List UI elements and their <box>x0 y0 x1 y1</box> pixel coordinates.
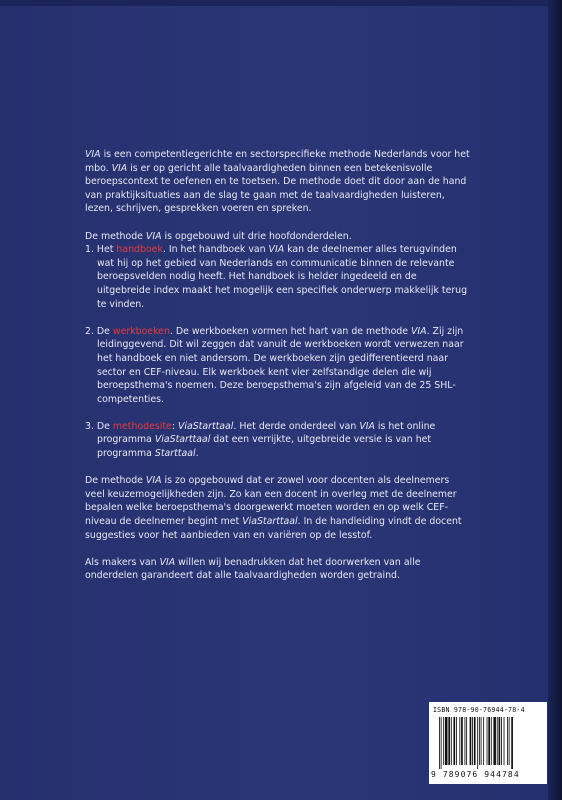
barcode-bar <box>456 717 457 765</box>
teacher-paragraph: De methode VIA is zo opgebouwd dat er zowel voor docenten als deelnemers veel keuzemogelijkheden zijn. Zo kan een docent in overleg met de deelnemer bepalen welke beroepsthema's doorgewerkt moeten worden en op welk CEF-niveau de deelnemer begint met ViaStarttaal. In de handleiding vindt de docent suggesties voor het aanbieden van en variëren op de lesstof. <box>85 475 462 541</box>
barcode-bar <box>497 717 498 765</box>
highlight-handboek: handboek <box>116 244 163 256</box>
barcode-bar <box>474 717 476 765</box>
barcode-bar <box>481 717 482 765</box>
highlight-methodesite: methodesite <box>112 420 172 432</box>
barcode-bar <box>501 717 502 765</box>
barcode-bar <box>499 717 501 765</box>
cover-top-edge <box>0 0 562 6</box>
barcode-bars <box>439 717 541 769</box>
barcode-bar <box>459 717 460 765</box>
barcode-bar <box>453 717 455 765</box>
list-item-methodesite: 3. De methodesite: ViaStarttaal. Het derde onderdeel van VIA is het online programma ViaStarttaal dat een verrijkte, uitgebreide versie is van het programma Starttaal. <box>85 420 436 460</box>
isbn-barcode-label <box>429 702 547 784</box>
blurb-text <box>85 148 470 597</box>
list-item-handboek: 1. Het handboek. In het handboek van VIA kan de deelnemer alles terugvinden wat hij op het gebied van Nederlands en communicatie binnen de relevante beroepsvelden nodig heeft. Het handboek is helder ingedeeld en de uitgebreide index maakt het mogelijk een specifiek onderwerp makkelijk terug te vinden. <box>85 244 468 310</box>
barcode-digits: 9 789076 944784 <box>431 770 520 779</box>
barcode-bar <box>472 717 473 765</box>
barcode-bar <box>487 717 488 765</box>
barcode-bar <box>511 717 513 769</box>
barcode-bar <box>465 717 466 765</box>
barcode-bar <box>479 717 480 765</box>
barcode-bar <box>491 717 492 765</box>
barcode-bar <box>509 717 510 765</box>
spine-edge <box>548 0 562 800</box>
highlight-werkboeken: werkboeken <box>112 325 170 337</box>
closing-paragraph: Als makers van VIA willen wij benadrukken dat het doorwerken van alle onderdelen garandeert dat alle taalvaardigheden worden getraind. <box>85 556 421 582</box>
barcode-bar <box>493 717 496 765</box>
isbn-text: ISBN 978-90-76944-78-4 <box>433 706 525 714</box>
barcode-bar <box>441 717 442 769</box>
barcode-bar <box>443 717 444 765</box>
barcode-bar <box>439 717 440 769</box>
intro-paragraph: VIA is een competentiegerichte en sectorspecifieke methode Nederlands voor het mbo. VIA is er op gericht alle taalvaardigheden binnen een betekenisvolle beroepscontext te oefenen en te toetsen. De methode doet dit door aan de hand van praktijksituaties aan de slag te gaan met de taalvaardigheden luisteren, lezen, schrijven, gesprekken voeren en spreken. <box>85 149 470 215</box>
barcode-bar <box>448 717 450 765</box>
barcode-bar <box>483 717 484 765</box>
barcode-bar <box>477 717 478 769</box>
list-item-werkboeken: 2. De werkboeken. De werkboeken vormen het hart van de methode VIA. Zij zijn leidinggevend. Dit wil zeggen dat vanuit de werkboeken wordt verwezen naar het handboek en niet andersom. De werkboeken zijn gedifferentieerd naar sector en CEF-niveau. Elk werkboek kent vier zelfstandige delen die wij beroepsthema's noemen. Deze beroepsthema's zijn afgeleid van de 25 SHL-competenties. <box>85 325 464 405</box>
barcode-bar <box>488 717 490 765</box>
barcode-bar <box>470 717 472 765</box>
barcode-bar <box>461 717 463 765</box>
barcode-bar <box>466 717 467 765</box>
barcode-bar <box>451 717 452 765</box>
structure-intro: De methode VIA is opgebouwd uit drie hoofdonderdelen. <box>85 230 352 242</box>
barcode-bar <box>445 717 448 765</box>
barcode-bar <box>504 717 505 765</box>
barcode-bar <box>507 717 508 765</box>
